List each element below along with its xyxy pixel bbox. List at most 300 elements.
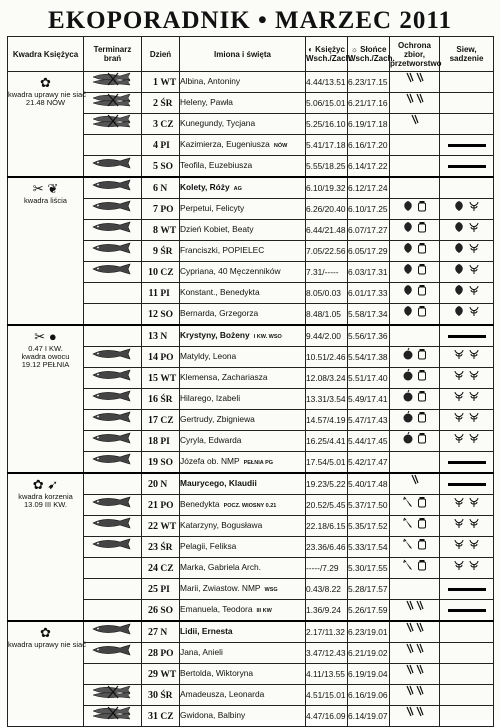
fish-good-icon xyxy=(90,263,136,281)
plant-icon xyxy=(468,373,480,383)
day-row xyxy=(8,473,494,495)
sunrise-cell: 6.16/19.06 xyxy=(348,685,390,706)
day-row xyxy=(8,72,494,93)
jar-icon xyxy=(417,542,427,552)
day-cell xyxy=(142,600,180,622)
sunrise-cell: 6.03/17.31 xyxy=(348,262,390,283)
leaf-icon xyxy=(453,204,465,214)
bee-icon: ✿ xyxy=(40,625,51,640)
names-cell xyxy=(180,473,306,495)
weekday: ŚR xyxy=(160,98,173,109)
day-number: 2 xyxy=(153,97,158,109)
weekday: CZ xyxy=(160,415,174,426)
weekday: SO xyxy=(160,457,174,468)
day-cell xyxy=(142,643,180,664)
sowing-cell xyxy=(440,283,494,304)
page-title: EKOPORADNIK • MARZEC 2011 xyxy=(48,7,452,34)
sowing-cell xyxy=(440,389,494,410)
plant-icon xyxy=(468,288,480,298)
sowing-cell xyxy=(440,643,494,664)
names-cell xyxy=(180,72,306,93)
sunrise-cell: 6.14/19.07 xyxy=(348,706,390,727)
fish-good-icon xyxy=(90,623,136,641)
fishing-cell xyxy=(84,241,142,262)
names-cell xyxy=(180,537,306,558)
moonrise-cell: 0.43/8.22 xyxy=(306,579,348,600)
weekday: CZ xyxy=(160,119,174,130)
plant-icon xyxy=(468,500,480,510)
day-number: 1 xyxy=(153,76,158,88)
weekday: ŚR xyxy=(160,542,173,553)
day-cell xyxy=(142,93,180,114)
moonrise-cell: 5.55/18.25 xyxy=(306,156,348,178)
name-day-text: Katarzyny, Bogusława xyxy=(180,520,263,530)
fruit-plant-icon xyxy=(453,352,465,362)
fishing-cell xyxy=(84,643,142,664)
sowing-cell xyxy=(440,114,494,135)
day-number: 14 xyxy=(148,351,158,363)
day-cell xyxy=(142,262,180,283)
fishing-cell xyxy=(84,220,142,241)
sowing-cell xyxy=(440,262,494,283)
day-number: 18 xyxy=(148,435,158,447)
leaf-icon xyxy=(402,309,414,319)
no-sowing-bar xyxy=(448,144,486,147)
day-cell xyxy=(142,473,180,495)
protection-cell xyxy=(390,706,440,727)
calendar-table xyxy=(7,36,494,727)
weekday: N xyxy=(160,331,168,342)
fruit-plant-icon xyxy=(453,373,465,383)
name-day-text: Pelagii, Feliksa xyxy=(180,541,237,551)
sunrise-cell: 6.05/17.29 xyxy=(348,241,390,262)
day-number: 25 xyxy=(148,583,158,595)
day-cell xyxy=(142,220,180,241)
fishing-cell xyxy=(84,706,142,727)
day-note: NÓW xyxy=(273,143,288,149)
moon-phase-cell xyxy=(8,325,84,473)
day-number: 31 xyxy=(148,710,158,722)
harvest-tool-icon xyxy=(405,691,425,701)
protection-cell xyxy=(390,431,440,452)
sunrise-cell: 5.49/17.41 xyxy=(348,389,390,410)
name-day-text: Cypriana, 40 Męczenników xyxy=(180,266,281,276)
jar-icon xyxy=(417,267,427,277)
sowing-cell xyxy=(440,558,494,579)
protection-cell xyxy=(390,325,440,347)
day-cell xyxy=(142,452,180,474)
weekday: PO xyxy=(160,204,174,215)
jar-icon xyxy=(417,352,427,362)
weekday: PO xyxy=(160,352,174,363)
day-number: 9 xyxy=(153,245,158,257)
day-cell xyxy=(142,72,180,93)
sunrise-cell: 5.56/17.36 xyxy=(348,325,390,347)
day-number: 21 xyxy=(148,499,158,511)
apple-icon xyxy=(402,436,414,446)
sunrise-cell: 5.58/17.34 xyxy=(348,304,390,326)
fish-crossed-icon xyxy=(90,115,136,133)
root-plant-icon xyxy=(453,563,465,573)
fish-good-icon xyxy=(90,200,136,218)
name-day-text: Marii, Zwiastow. NMP xyxy=(180,583,261,593)
name-day-text: Kunegundy, Tycjana xyxy=(180,118,256,128)
name-day-text: Benedykta xyxy=(180,499,220,509)
no-sowing-bar xyxy=(448,609,486,612)
day-number: 7 xyxy=(153,203,158,215)
sunrise-cell: 6.12/17.24 xyxy=(348,177,390,199)
name-day-text: Bertolda, Wiktoryna xyxy=(180,668,254,678)
names-cell xyxy=(180,495,306,516)
names-cell xyxy=(180,558,306,579)
protection-cell xyxy=(390,537,440,558)
fish-good-icon xyxy=(90,242,136,260)
sowing-cell xyxy=(440,199,494,220)
fishing-cell xyxy=(84,304,142,326)
names-cell xyxy=(180,135,306,156)
sowing-cell xyxy=(440,431,494,452)
carrot-icon xyxy=(402,521,414,531)
sunrise-cell: 6.23/17.15 xyxy=(348,72,390,93)
names-cell xyxy=(180,347,306,368)
name-day-text: Perpetui, Felicyty xyxy=(180,203,245,213)
weekday: CZ xyxy=(160,563,174,574)
carrot-icon xyxy=(402,500,414,510)
moonrise-cell: 4.11/13.55 xyxy=(306,664,348,685)
protection-cell xyxy=(390,135,440,156)
day-cell xyxy=(142,114,180,135)
sunrise-cell: 6.07/17.27 xyxy=(348,220,390,241)
protection-cell xyxy=(390,643,440,664)
names-cell xyxy=(180,516,306,537)
fishing-cell xyxy=(84,114,142,135)
protection-cell xyxy=(390,347,440,368)
moon-note: 13.09 III KW. xyxy=(24,500,67,509)
sowing-cell xyxy=(440,93,494,114)
day-number: 6 xyxy=(153,182,158,194)
names-cell xyxy=(180,368,306,389)
plant-icon xyxy=(468,521,480,531)
names-cell xyxy=(180,93,306,114)
fish-good-icon xyxy=(90,348,136,366)
moon-note: kwadra owocu xyxy=(21,352,70,361)
protection-cell xyxy=(390,220,440,241)
sun-face-icon: ☼ xyxy=(350,45,361,54)
moon-note: kwadra uprawy nie siać xyxy=(8,90,86,99)
moonrise-cell: 16.25/4.41 xyxy=(306,431,348,452)
name-day-text: Teofila, Euzebiusza xyxy=(180,160,253,170)
name-day-text: Heleny, Pawła xyxy=(180,97,233,107)
protection-cell xyxy=(390,495,440,516)
sowing-cell xyxy=(440,135,494,156)
no-sowing-bar xyxy=(448,461,486,464)
name-day-text: Matyldy, Leona xyxy=(180,351,237,361)
no-sowing-bar xyxy=(448,335,486,338)
sunrise-cell: 5.44/17.45 xyxy=(348,431,390,452)
moonrise-cell: 4.44/13.51 xyxy=(306,72,348,93)
protection-cell xyxy=(390,452,440,474)
moonrise-cell: 2.17/11.32 xyxy=(306,621,348,643)
weekday: PO xyxy=(160,648,174,659)
sowing-cell xyxy=(440,452,494,474)
fish-crossed-icon xyxy=(90,686,136,704)
protection-cell xyxy=(390,516,440,537)
fishing-cell xyxy=(84,199,142,220)
fishing-cell xyxy=(84,558,142,579)
plant-icon xyxy=(468,204,480,214)
fish-good-icon xyxy=(90,411,136,429)
fishing-cell xyxy=(84,347,142,368)
sowing-cell xyxy=(440,664,494,685)
day-cell xyxy=(142,685,180,706)
plant-icon xyxy=(468,563,480,573)
fishing-cell xyxy=(84,135,142,156)
leaf-icon: ❦ xyxy=(47,181,59,196)
sunrise-cell: 5.54/17.38 xyxy=(348,347,390,368)
day-number: 8 xyxy=(153,224,158,236)
fish-crossed-icon xyxy=(90,73,136,91)
day-note: PEŁNIA PG xyxy=(243,460,274,466)
harvest-tool-icon xyxy=(405,670,425,680)
protection-cell xyxy=(390,241,440,262)
name-day-text: Gwidona, Balbiny xyxy=(180,710,246,720)
plant-icon xyxy=(468,309,480,319)
jar-icon xyxy=(417,373,427,383)
moonrise-cell: 9.44/2.00 xyxy=(306,325,348,347)
day-cell xyxy=(142,199,180,220)
moonrise-cell: 5.06/15.01 xyxy=(306,93,348,114)
plant-icon xyxy=(468,394,480,404)
name-day-text: Maurycego, Klaudii xyxy=(180,478,257,488)
names-cell xyxy=(180,389,306,410)
moonrise-cell: 7.31/----- xyxy=(306,262,348,283)
day-cell xyxy=(142,621,180,643)
fishing-cell xyxy=(84,452,142,474)
name-day-text: Hilarego, Izabeli xyxy=(180,393,241,403)
no-sowing-bar xyxy=(448,588,486,591)
name-day-text: Lidii, Ernesta xyxy=(180,626,233,636)
jar-icon xyxy=(417,500,427,510)
fish-crossed-icon xyxy=(90,707,136,725)
name-day-text: Kolety, Róży xyxy=(180,182,230,192)
day-note: AG xyxy=(233,186,242,192)
day-number: 22 xyxy=(148,520,158,532)
moonrise-cell: 10.51/2.46 xyxy=(306,347,348,368)
day-number: 3 xyxy=(153,118,158,130)
jar-icon xyxy=(417,521,427,531)
leaf-icon xyxy=(453,288,465,298)
fish-good-icon xyxy=(90,221,136,239)
sunrise-cell: 6.21/17.16 xyxy=(348,93,390,114)
name-day-text: Marka, Gabriela Arch. xyxy=(180,562,261,572)
fishing-cell xyxy=(84,685,142,706)
name-day-text: Albina, Antoniny xyxy=(180,76,241,86)
fishing-cell xyxy=(84,389,142,410)
moonrise-cell: 5.25/16.10 xyxy=(306,114,348,135)
sowing-cell xyxy=(440,495,494,516)
fishing-cell xyxy=(84,431,142,452)
fishing-cell xyxy=(84,410,142,431)
moonrise-cell: 12.08/3.24 xyxy=(306,368,348,389)
header-moonrise: ◐ Księżyc Wsch./Zach. xyxy=(306,37,348,72)
weekday: SO xyxy=(160,605,174,616)
day-number: 30 xyxy=(148,689,158,701)
fish-good-icon xyxy=(90,157,136,175)
sowing-cell xyxy=(440,600,494,622)
no-sowing-bar xyxy=(448,483,486,486)
names-cell xyxy=(180,283,306,304)
names-cell xyxy=(180,199,306,220)
day-number: 24 xyxy=(148,562,158,574)
protection-cell xyxy=(390,664,440,685)
no-sowing-bar xyxy=(448,165,486,168)
header-row xyxy=(8,37,494,72)
header-sunrise: ☼ Słońce Wsch./Zach. xyxy=(348,37,390,72)
root-plant-icon xyxy=(453,542,465,552)
moon-note: 0.47 I KW. xyxy=(28,344,63,353)
names-cell xyxy=(180,262,306,283)
name-day-text: Józefa ob. NMP xyxy=(180,456,240,466)
weekday: CZ xyxy=(160,267,174,278)
weekday: N xyxy=(160,183,168,194)
day-row xyxy=(8,621,494,643)
protection-cell xyxy=(390,93,440,114)
weekday: ŚR xyxy=(160,690,173,701)
day-cell xyxy=(142,241,180,262)
weekday: N xyxy=(160,627,168,638)
fishing-cell xyxy=(84,177,142,199)
day-cell xyxy=(142,156,180,178)
names-cell xyxy=(180,177,306,199)
day-cell xyxy=(142,495,180,516)
day-cell xyxy=(142,664,180,685)
moon-phase-cell xyxy=(8,177,84,325)
plant-icon xyxy=(468,415,480,425)
moonrise-cell: 20.52/5.45 xyxy=(306,495,348,516)
weekday: SO xyxy=(160,309,174,320)
harvest-tool-icon xyxy=(410,120,420,130)
sunrise-cell: 6.10/17.25 xyxy=(348,199,390,220)
moon-phase-cell xyxy=(8,621,84,727)
day-cell xyxy=(142,431,180,452)
moon-note: kwadra korzenia xyxy=(18,492,73,501)
fishing-cell xyxy=(84,537,142,558)
harvest-tool-icon xyxy=(405,99,425,109)
fish-good-icon xyxy=(90,453,136,471)
harvest-tool-icon xyxy=(405,628,425,638)
moon-note: kwadra uprawy nie siać xyxy=(8,640,86,649)
moonrise-cell: 17.54/5.01 xyxy=(306,452,348,474)
day-cell xyxy=(142,177,180,199)
moonrise-cell: 1.36/9.24 xyxy=(306,600,348,622)
fishing-cell xyxy=(84,325,142,347)
weekday: WT xyxy=(160,225,177,236)
jar-icon xyxy=(417,204,427,214)
protection-cell xyxy=(390,368,440,389)
leaf-icon xyxy=(453,225,465,235)
weekday: PI xyxy=(160,436,170,447)
names-cell xyxy=(180,241,306,262)
sowing-cell xyxy=(440,685,494,706)
day-cell xyxy=(142,389,180,410)
fishing-cell xyxy=(84,495,142,516)
names-cell xyxy=(180,220,306,241)
moonrise-cell: 8.48/1.05 xyxy=(306,304,348,326)
moonrise-cell: 14.57/4.19 xyxy=(306,410,348,431)
moonrise-cell: 13.31/3.54 xyxy=(306,389,348,410)
name-day-text: Amadeusza, Leonarda xyxy=(180,689,265,699)
sowing-cell xyxy=(440,304,494,326)
day-row xyxy=(8,177,494,199)
moon-face-icon: ◐ xyxy=(308,45,316,54)
protection-cell xyxy=(390,177,440,199)
sowing-cell xyxy=(440,177,494,199)
root-plant-icon xyxy=(453,500,465,510)
sunrise-cell: 5.28/17.57 xyxy=(348,579,390,600)
sowing-cell xyxy=(440,241,494,262)
sunrise-cell: 6.16/17.20 xyxy=(348,135,390,156)
carrot-icon xyxy=(402,563,414,573)
sowing-cell xyxy=(440,156,494,178)
weekday: WT xyxy=(160,521,177,532)
moon-note: 21.48 NÓW xyxy=(25,98,66,107)
leaf-icon xyxy=(402,288,414,298)
protection-cell xyxy=(390,283,440,304)
fishing-cell xyxy=(84,283,142,304)
day-note: POCZ. WIOSNY 0.21 xyxy=(223,503,277,509)
name-day-text: Dzień Kobiet, Beaty xyxy=(180,224,254,234)
harvest-tool-icon xyxy=(410,480,420,490)
fish-good-icon xyxy=(90,179,136,197)
carrot-icon: ➹ xyxy=(47,477,59,492)
protection-cell xyxy=(390,600,440,622)
fish-good-icon xyxy=(90,538,136,556)
day-number: 29 xyxy=(148,668,158,680)
day-cell xyxy=(142,325,180,347)
header-sowing: Siew, sadzenie xyxy=(440,37,494,72)
sowing-cell xyxy=(440,368,494,389)
names-cell xyxy=(180,664,306,685)
day-cell xyxy=(142,135,180,156)
day-number: 27 xyxy=(148,626,158,638)
day-cell xyxy=(142,283,180,304)
moonrise-cell: -----/7.29 xyxy=(306,558,348,579)
fishing-cell xyxy=(84,473,142,495)
fish-crossed-icon xyxy=(90,94,136,112)
weekday: PI xyxy=(160,584,170,595)
sowing-cell xyxy=(440,325,494,347)
sunrise-cell: 5.42/17.47 xyxy=(348,452,390,474)
carrot-icon xyxy=(402,542,414,552)
day-cell xyxy=(142,537,180,558)
sunrise-cell: 5.40/17.48 xyxy=(348,473,390,495)
jar-icon xyxy=(417,415,427,425)
header-fish: Terminarz brań xyxy=(84,37,142,72)
names-cell xyxy=(180,452,306,474)
fish-good-icon xyxy=(90,369,136,387)
protection-cell xyxy=(390,389,440,410)
day-cell xyxy=(142,410,180,431)
day-number: 26 xyxy=(148,604,158,616)
names-cell xyxy=(180,621,306,643)
jar-icon xyxy=(417,563,427,573)
moonrise-cell: 4.47/16.09 xyxy=(306,706,348,727)
name-day-text: Kazimierza, Eugeniusza xyxy=(180,139,270,149)
harvest-tool-icon xyxy=(405,712,425,722)
name-day-text: Emanuela, Teodora xyxy=(180,604,253,614)
weekday: PI xyxy=(160,288,170,299)
sowing-cell xyxy=(440,72,494,93)
